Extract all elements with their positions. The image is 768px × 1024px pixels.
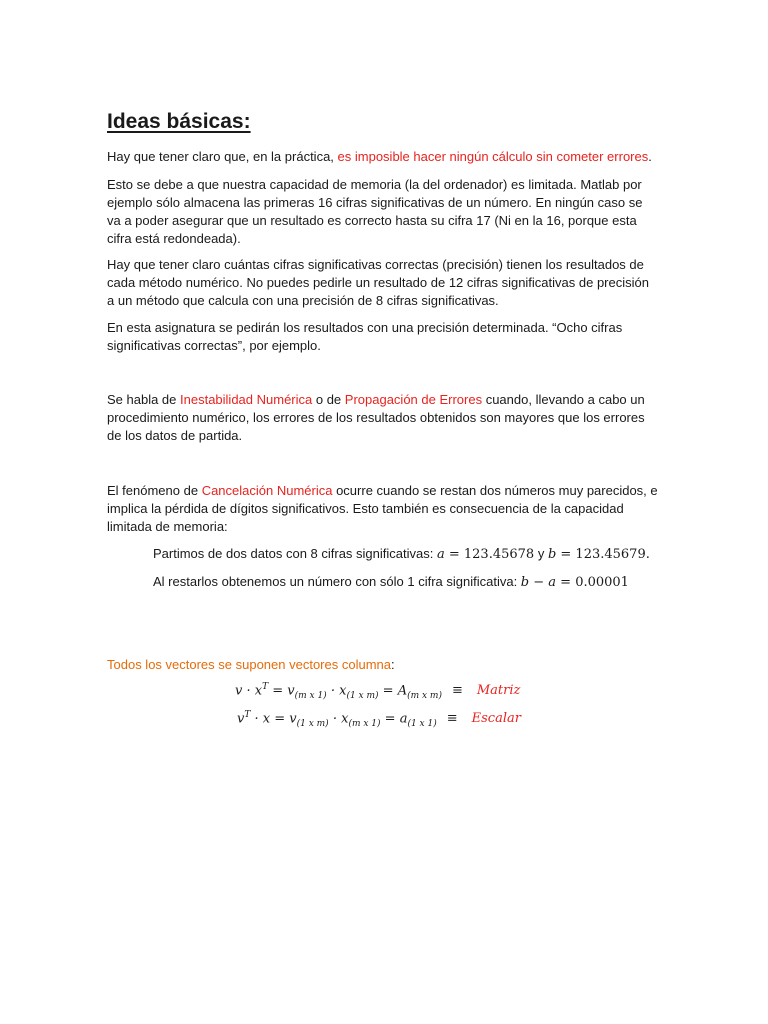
text-run: Se habla de bbox=[107, 392, 181, 407]
highlighted-text: es imposible hacer ningún cálculo sin cometer errores bbox=[337, 149, 649, 164]
equation-scalar: $v^T \cdot x = v_{(1 x m)} \cdot x_{(m x 1)} = a_{(1 x 1)}$ ≡ Escalar bbox=[237, 710, 521, 729]
text-run: ocurre cuando se restan dos números muy parecidos, e implica la pérdida de dígitos significativos. Esto también es consecuencia de la capacidad limitada de memoria: bbox=[107, 483, 658, 534]
highlighted-term: Propagación de Errores bbox=[344, 392, 483, 407]
text-run: Al restarlos obtenemos un número con sólo 1 cifra significativa: bbox=[153, 574, 521, 589]
text-run: El fenómeno de bbox=[107, 483, 202, 498]
equation-label: Matriz bbox=[476, 683, 521, 699]
text-run: cuando, llevando a cabo un procedimiento numérico, los errores de los resultados obtenidos son mayores que los errores de los datos de partida. bbox=[107, 392, 645, 443]
text-run: : bbox=[391, 657, 395, 672]
text-run: o de bbox=[312, 392, 345, 407]
paragraph-errors bbox=[107, 148, 659, 166]
text-run: . bbox=[648, 149, 652, 164]
math-value: = 123.45678 bbox=[444, 547, 535, 562]
paragraph-vectors bbox=[107, 656, 659, 674]
equation-matrix: $v \cdot x^T = v_{(m x 1)} \cdot x_{(1 x m)} = A_{(m x m)}$ ≡ Matriz bbox=[235, 682, 521, 701]
text-run: Partimos de dos datos con 8 cifras significativas: bbox=[153, 546, 437, 561]
highlighted-text: Todos los vectores se suponen vectores columna bbox=[107, 657, 391, 672]
equation-label: Escalar bbox=[471, 711, 521, 727]
text-run: Hay que tener claro que, en la práctica, bbox=[107, 149, 338, 164]
math-variable: a bbox=[436, 547, 445, 562]
example-data-line bbox=[153, 545, 663, 564]
math-variable: b bbox=[547, 547, 557, 562]
highlighted-term: Cancelación Numérica bbox=[201, 483, 333, 498]
paragraph-precision: Hay que tener claro cuántas cifras significativas correctas (precisión) tienen los resultados de cada método numérico. No puedes pedirle un resultado de 12 cifras significativas de precisión a un método que calcula con una precisión de 8 cifras significativas. bbox=[107, 257, 649, 308]
math-expression: b − a bbox=[520, 575, 557, 590]
paragraph-assignment: En esta asignatura se pedirán los resultados con una precisión determinada. “Ocho cifras significativas correctas”, por ejemplo. bbox=[107, 320, 623, 353]
example-subtraction-line bbox=[153, 573, 663, 592]
page-title: Ideas básicas: bbox=[107, 110, 251, 133]
paragraph-instability bbox=[107, 391, 659, 445]
text-run: y bbox=[534, 546, 548, 561]
paragraph-memory: Esto se debe a que nuestra capacidad de memoria (la del ordenador) es limitada. Matlab por ejemplo sólo almacena las primeras 16 cifras significativas de un número. En ningún caso se va a poder asegurar que un resultado es correcto hasta su cifra 17 (Ni en la 16, porque esta cifra está redondeada). bbox=[107, 177, 643, 246]
paragraph-cancellation bbox=[107, 482, 659, 536]
math-value: = 123.45679. bbox=[556, 547, 650, 562]
highlighted-term: Inestabilidad Numérica bbox=[180, 392, 313, 407]
math-value: = 0.00001 bbox=[556, 575, 629, 590]
